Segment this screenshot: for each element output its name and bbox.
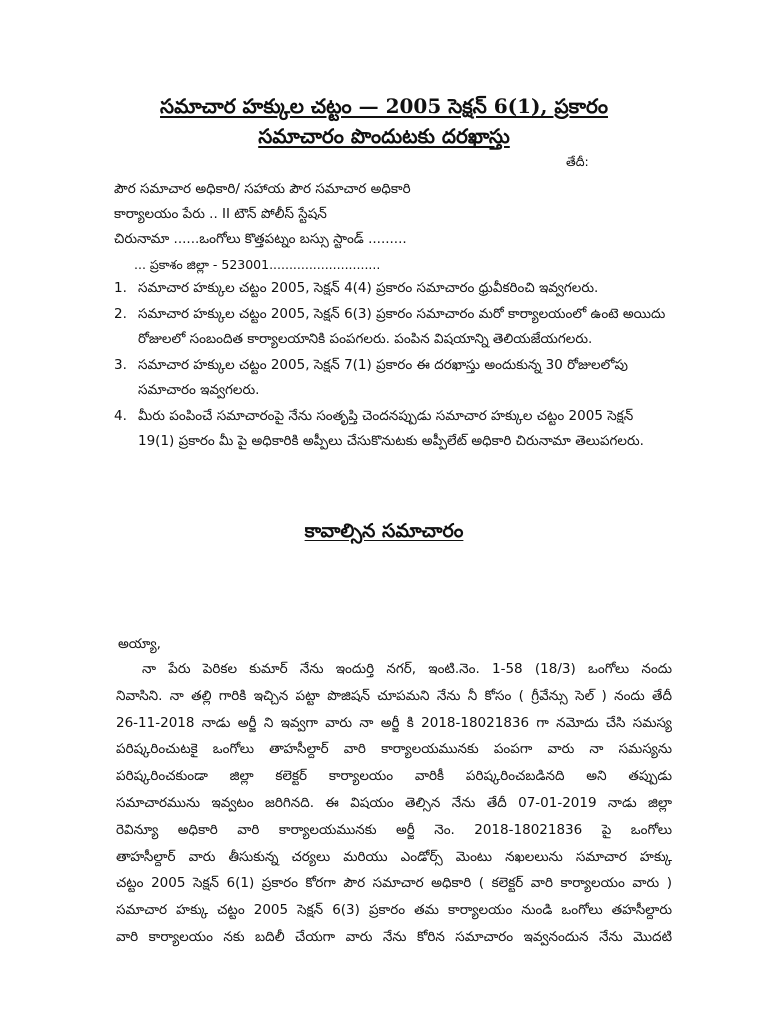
body-line: వారి కార్యాలయం నకు బదిలీ చేయగా వారు నేను కోరిన సమాచారం ఇవ్వనందున నేను మొదటి xyxy=(116,928,672,945)
request-point xyxy=(110,302,670,353)
body-line: రెవిన్యూ అధికారి వారి కార్యాలయమునకు అర్జీ నెం. 2018-18021836 పై ఒంగోలు xyxy=(116,821,672,838)
document-title: సమాచార హక్కుల చట్టం — 2005 సెక్షన్ 6(1), ప్రకారం xyxy=(160,94,608,118)
point-number: 3. xyxy=(114,356,127,373)
request-points-list xyxy=(110,276,670,455)
point-number: 2. xyxy=(114,305,127,322)
body-line: పరిష్కరించుటకై ఒంగోలు తాహసీల్దార్ వారి కార్యాలయమునకు పంపగా వారు నా సమస్యను xyxy=(116,741,672,758)
body-line: తాహసీల్దార్ వారు తీసుకున్న చర్యలు మరియు ఎండోర్స్ మెంటు నఖలలును సమాచార హక్కు xyxy=(116,848,672,865)
body-line: పరిష్కరించకుండా జిల్లా కలెక్టర్ కార్యాలయం వారికీ పరిష్కరించబడినది అని తప్పుడు xyxy=(116,768,672,785)
addressee-officer: పౌర సమాచార అధికారి/ సహాయ పౌర సమాచార అధికారి xyxy=(114,181,411,197)
date-label: తేదీ: xyxy=(566,154,589,169)
point-text: సమాచార హక్కుల చట్టం 2005, సెక్షన్ 4(4) ప్రకారం సమాచారం ధ్రువీకరించి ఇవ్వగలరు. xyxy=(138,280,599,296)
point-text: సమాచార హక్కుల చట్టం 2005, సెక్షన్ 6(3) ప్రకారం సమాచారం మరో కార్యాలయంలో ఉంటె అయిదు రోజులలో సంబందిత కార్యాలయానికి పంపగలరు. పంపిన విషయాన్ని తెలియజేయగలరు. xyxy=(138,305,666,347)
addressee-district: ... ప్రకాశం జిల్లా - 523001............................ xyxy=(134,257,381,272)
body-line: నా పేరు పెరికల కుమార్ నేను ఇందుర్తి నగర్, ఇంటి.నెం. 1-58 (18/3) ఒంగోలు నందు xyxy=(142,661,672,677)
document-subtitle: సమాచారం పొందుటకు దరఖాస్తు xyxy=(258,124,510,148)
request-point xyxy=(110,404,670,455)
body-line: చట్టం 2005 సెక్షన్ 6(1) ప్రకారం కోరగా పౌర సమాచార అధికారి ( కలెక్టర్ వారి కార్యాలయం వారు ) xyxy=(116,875,672,892)
letter-body xyxy=(116,656,672,951)
body-line: సమాచార హక్కు చట్టం 2005 సెక్షన్ 6(3) ప్రకారం తమ కార్యాలయం నుండి ఒంగోలు తహసీల్దారు xyxy=(116,902,672,919)
point-text: మీరు పంపించే సమాచారంపై నేను సంతృప్తి చెందనప్పుడు సమాచార హక్కుల చట్టం 2005 సెక్షన్ 19(1) ప్రకారం మీ పై అధికారికి అప్పీలు చేసుకొనుటకు అప్పీలేట్ అధికారి చిరునామా తెలుపగలరు. xyxy=(138,407,644,449)
body-line: నివాసిని. నా తల్లి గారికి ఇచ్చిన పట్టా పొజిషన్ చూపమని నేను నీ కోసం ( గ్రీవేన్సు సెల్ ) నందు తేదీ xyxy=(116,687,672,704)
salutation: అయ్యా, xyxy=(118,636,161,652)
request-point xyxy=(110,276,670,302)
point-number: 4. xyxy=(114,407,127,424)
body-line: సమాచారమును ఇవ్వటం జరిగినది. ఈ విషయం తెల్సిన నేను తేదీ 07-01-2019 నాడు జిల్లా xyxy=(116,794,672,811)
addressee-address: చిరునామా ......ఒంగోలు కొత్తపట్నం బస్సు స్టాండ్ ......... xyxy=(114,231,407,247)
point-text: సమాచార హక్కుల చట్టం 2005, సెక్షన్ 7(1) ప్రకారం ఈ దరఖాస్తు అందుకున్న 30 రోజులలోపు సమాచారం ఇవ్వగలరు. xyxy=(138,356,628,398)
body-line: 26-11-2018 నాడు అర్జీ ని ఇవ్వగా వారు నా అర్జీ కి 2018-18021836 గా నమోదు చేసి సమస్య xyxy=(116,714,672,731)
addressee-office-name: కార్యాలయం పేరు .. II టౌన్ పోలీస్ స్టేషన్ xyxy=(114,206,327,222)
request-point xyxy=(110,353,670,404)
point-number: 1. xyxy=(114,280,127,296)
required-info-heading: కావాల్సిన సమాచారం xyxy=(304,520,464,542)
